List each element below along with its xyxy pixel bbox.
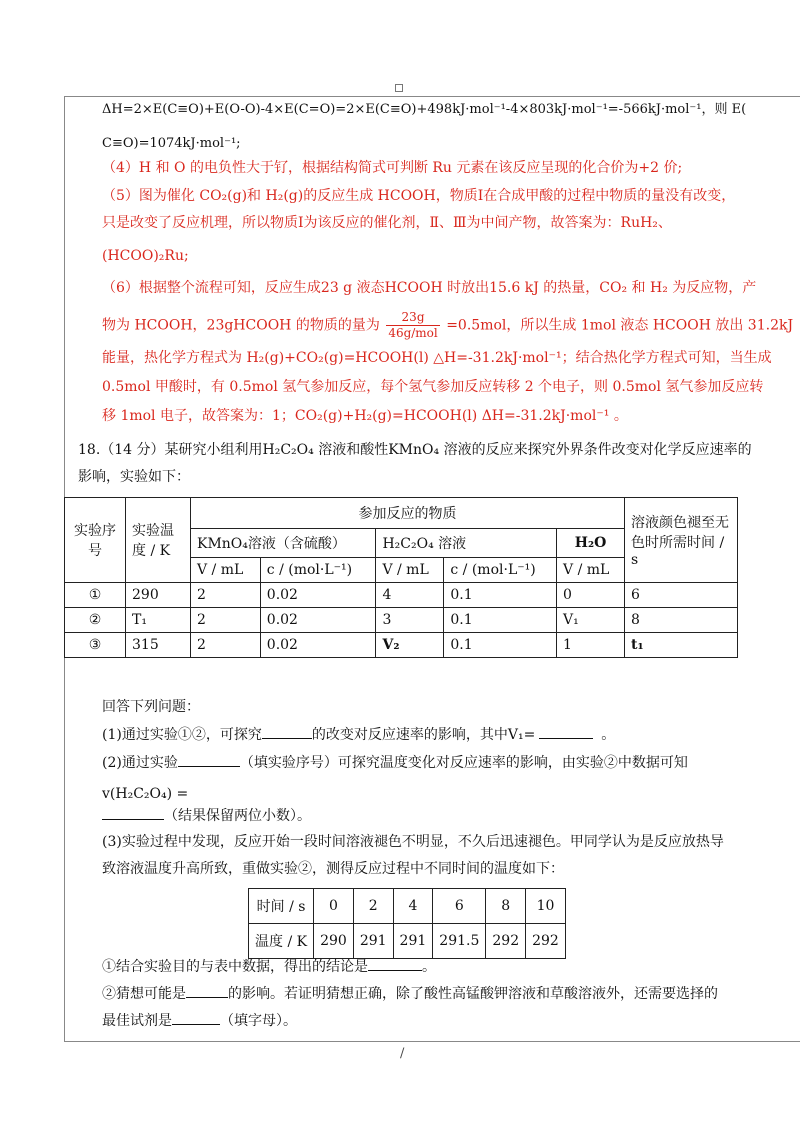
answer-blank[interactable]: [102, 805, 164, 820]
answer-line-6: (HCOO)₂Ru;: [102, 248, 189, 264]
cell-v-h2o: 1: [557, 633, 625, 658]
time-cell: 8: [486, 889, 526, 924]
answer-line-10: 0.5mol 甲酸时，有 0.5mol 氢气参加反应，每个氢气参加反应转移 2 个电子，则 0.5mol 氢气参加反应转: [102, 379, 764, 395]
table-row: [249, 889, 566, 924]
answer-line-4: （5）图为催化 CO₂(g)和 H₂(g)的反应生成 HCOOH，物质Ⅰ在合成甲酸的过程中物质的量没有改变，: [102, 188, 736, 204]
cell-v-h2c2o4: 4: [376, 583, 444, 608]
page-top-marker: [395, 84, 403, 92]
cell-c-h2c2o4: 0.1: [444, 633, 557, 658]
cell-temp: 290: [126, 583, 191, 608]
question-3-sub-2: [102, 983, 718, 1004]
experiment-table: [64, 497, 738, 658]
header-reactants: 参加反应的物质: [191, 498, 625, 529]
question-1-text-a: (1)通过实验①②，可探究: [102, 727, 262, 743]
question-2-text-d: （结果保留两位小数）。: [164, 808, 311, 824]
question-3-sub-1: [102, 956, 436, 977]
temperature-label: 温度 / K: [249, 924, 314, 959]
question-3-sub-1-text: ①结合实验目的与表中数据，得出的结论是: [102, 959, 368, 975]
temperature-cell: 292: [486, 924, 526, 959]
question-2-text-b: （填实验序号）可探究温度变化对反应速率的影响，由实验②中数据可知: [239, 755, 688, 771]
question-3-sub-1-end: 。: [422, 959, 436, 975]
header-conc-kmno4: c / (mol·L⁻¹): [260, 558, 376, 583]
answer-line-8-a: 物为 HCOOH，23gHCOOH 的物质的量为: [102, 317, 380, 334]
question-3-sub-2-text-a: ②猜想可能是: [102, 986, 186, 1002]
temperature-cell: 291: [353, 924, 393, 959]
answer-blank[interactable]: [172, 1010, 220, 1025]
answer-blank[interactable]: [262, 724, 312, 739]
cell-no: ③: [65, 633, 126, 658]
question-1-text-b: 的改变对反应速率的影响，其中V₁=: [311, 727, 536, 743]
time-cell: 0: [314, 889, 354, 924]
cell-v-kmno4: 2: [191, 633, 261, 658]
cell-time: 6: [625, 583, 738, 608]
cell-v-h2c2o4: 3: [376, 608, 444, 633]
cell-time: t₁: [625, 633, 738, 658]
time-label: 时间 / s: [249, 889, 314, 924]
temperature-cell: 292: [526, 924, 566, 959]
page-footer-mark: /: [400, 1046, 405, 1061]
cell-v-kmno4: 2: [191, 608, 261, 633]
answer-line-11: 移 1mol 电子，故答案为：1；CO₂(g)+H₂(g)=HCOOH(l) ΔH=-31.2kJ·mol⁻¹ 。: [102, 408, 628, 424]
answer-line-3: （4）H 和 O 的电负性大于钌，根据结构简式可判断 Ru 元素在该反应呈现的化合价为+2 价;: [102, 160, 683, 176]
cell-c-kmno4: 0.02: [260, 608, 376, 633]
temperature-cell: 290: [314, 924, 354, 959]
header-h2c2o4: H₂C₂O₄ 溶液: [376, 529, 557, 558]
answer-blank[interactable]: [539, 724, 593, 739]
cell-c-h2c2o4: 0.1: [444, 608, 557, 633]
question-2-formula: v(H₂C₂O₄) =: [102, 786, 189, 802]
questions-prompt: 回答下列问题：: [102, 699, 200, 715]
answer-blank[interactable]: [186, 983, 228, 998]
header-conc-h2c2o4: c / (mol·L⁻¹): [444, 558, 557, 583]
time-cell: 4: [393, 889, 433, 924]
question-3-sub-3: [102, 1010, 297, 1031]
header-fade-time: 溶液颜色褪至无色时所需时间 / s: [625, 498, 738, 583]
table-row: [65, 633, 738, 658]
answer-line-8-b: =0.5mol，所以生成 1mol 液态 HCOOH 放出 31.2kJ: [446, 317, 794, 334]
time-cell: 6: [433, 889, 486, 924]
table-row: [65, 608, 738, 633]
cell-c-kmno4: 0.02: [260, 583, 376, 608]
cell-c-kmno4: 0.02: [260, 633, 376, 658]
question-1-text-c: 。: [601, 727, 616, 743]
answer-line-7: （6）根据整个流程可知，反应生成23 g 液态HCOOH 时放出15.6 kJ 的热量，CO₂ 和 H₂ 为反应物，产: [102, 280, 757, 296]
question-3-sub-3-text-a: 最佳试剂是: [102, 1013, 172, 1029]
table-row: [249, 924, 566, 959]
time-cell: 2: [353, 889, 393, 924]
answer-line-9: 能量，热化学方程式为 H₂(g)+CO₂(g)=HCOOH(l) △H=-31.2kJ·mol⁻¹；结合热化学方程式可知，当生成: [102, 350, 772, 366]
fraction-numerator: 23g: [386, 310, 439, 326]
table-row: [65, 583, 738, 608]
header-kmno4: KMnO₄溶液（含硫酸）: [191, 529, 376, 558]
header-volume-kmno4: V / mL: [191, 558, 261, 583]
question-3-line-2: 致溶液温度升高所致，重做实验②，测得反应过程中不同时间的温度如下：: [102, 861, 564, 877]
cell-time: 8: [625, 608, 738, 633]
answer-line-1: ΔH=2×E(C≡O)+E(O-O)-4×E(C=O)=2×E(C≡O)+498kJ·mol⁻¹-4×803kJ·mol⁻¹=-566kJ·mol⁻¹，则 E(: [102, 102, 747, 117]
header-experiment-no: 实验序号: [65, 498, 126, 583]
header-temperature: 实验温度 / K: [126, 498, 191, 583]
cell-v-kmno4: 2: [191, 583, 261, 608]
temperature-cell: 291: [393, 924, 433, 959]
cell-no: ②: [65, 608, 126, 633]
question-2-text-a: (2)通过实验: [102, 755, 178, 771]
answer-line-8: [102, 310, 793, 341]
header-volume-h2o: V / mL: [557, 558, 625, 583]
question-2-tail: [102, 805, 311, 826]
cell-temp: 315: [126, 633, 191, 658]
cell-temp: T₁: [126, 608, 191, 633]
answer-blank[interactable]: [178, 752, 240, 767]
question-3-sub-2-text-b: 的影响。若证明猜想正确，除了酸性高锰酸钾溶液和草酸溶液外，还需要选择的: [228, 986, 718, 1002]
cell-v-h2c2o4: V₂: [376, 633, 444, 658]
answer-line-5: 只是改变了反应机理，所以物质Ⅰ为该反应的催化剂，Ⅱ、Ⅲ为中间产物，故答案为：RuH₂、: [102, 215, 672, 231]
fraction-denominator: 46g/mol: [388, 326, 438, 340]
cell-v-h2o: 0: [557, 583, 625, 608]
temperature-table: [248, 888, 566, 959]
cell-v-h2o: V₁: [557, 608, 625, 633]
question-3-sub-3-text-b: （填字母）。: [220, 1013, 297, 1029]
question-intro-1: 18.（14 分）某研究小组利用H₂C₂O₄ 溶液和酸性KMnO₄ 溶液的反应来探究外界条件改变对化学反应速率的: [78, 442, 752, 458]
header-volume-h2c2o4: V / mL: [376, 558, 444, 583]
cell-c-h2c2o4: 0.1: [444, 583, 557, 608]
question-1: [102, 724, 615, 745]
time-cell: 10: [526, 889, 566, 924]
temperature-cell: 291.5: [433, 924, 486, 959]
question-intro-2: 影响，实验如下：: [78, 469, 190, 485]
molar-fraction: [386, 310, 439, 341]
cell-no: ①: [65, 583, 126, 608]
question-2: [102, 752, 688, 773]
question-3-line-1: (3)实验过程中发现，反应开始一段时间溶液褪色不明显，不久后迅速褪色。甲同学认为是反应放热导: [102, 834, 724, 850]
answer-blank[interactable]: [368, 956, 422, 971]
answer-line-2: C≡O)=1074kJ·mol⁻¹;: [102, 136, 241, 151]
header-h2o: H₂O: [557, 529, 625, 558]
